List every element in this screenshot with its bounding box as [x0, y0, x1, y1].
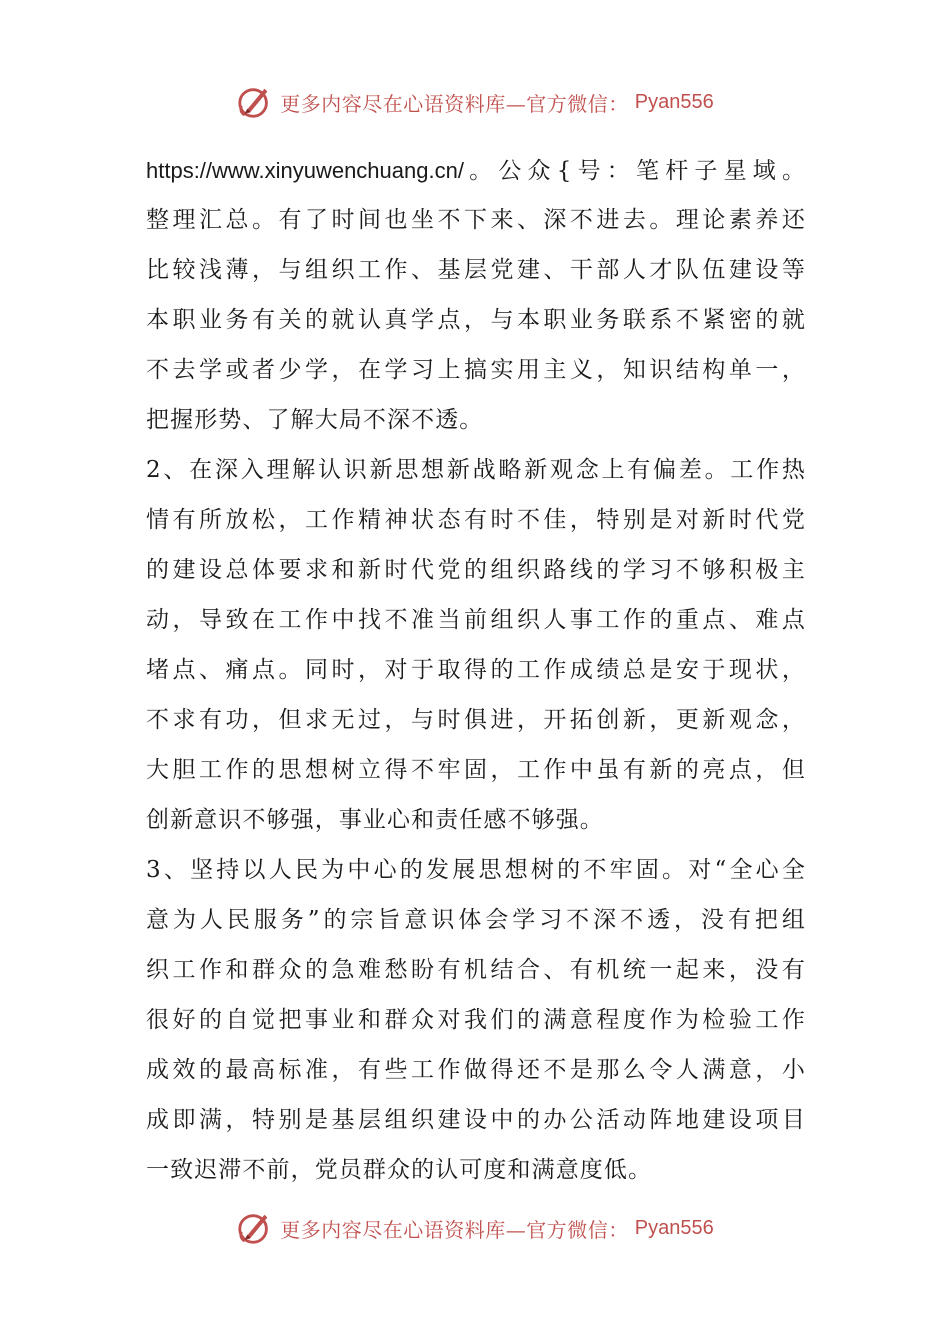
text-line: 创新意识不够强，事业心和责任感不够强。 — [146, 807, 604, 833]
document-body — [146, 145, 806, 1195]
quill-pen-logo-icon — [236, 83, 274, 121]
website-url: https://www.xinyuwenchuang.cn/ — [146, 158, 464, 183]
text-line: 一致迟滞不前，党员群众的认可度和满意度低。 — [146, 1157, 653, 1183]
banner-text: 更多内容尽在心语资料库—官方微信： — [280, 91, 629, 116]
text-line — [146, 145, 806, 195]
text-line: 3、坚持以人民为中心的发展思想树的不牢固。对“全心全 — [146, 857, 806, 883]
text-line: 的建设总体要求和新时代党的组织路线的学习不够积极主 — [146, 557, 806, 583]
text-line: 不去学或者少学，在学习上搞实用主义，知识结构单一， — [146, 357, 806, 383]
footer-banner — [0, 1206, 950, 1250]
banner-wechat-id: Pyan556 — [634, 90, 714, 113]
banner-wechat-id: Pyan556 — [634, 1216, 714, 1239]
text-line: 成效的最高标准，有些工作做得还不是那么令人满意，小 — [146, 1057, 806, 1083]
text-line: 堵点、痛点。同时，对于取得的工作成绩总是安于现状， — [146, 657, 806, 683]
text-line: 成即满，特别是基层组织建设中的办公活动阵地建设项目 — [146, 1107, 806, 1133]
text-line: 2、在深入理解认识新思想新战略新观念上有偏差。工作热 — [146, 457, 806, 483]
text-line: 不求有功，但求无过，与时俱进，开拓创新，更新观念， — [146, 707, 806, 733]
text-line: 很好的自觉把事业和群众对我们的满意程度作为检验工作 — [146, 1007, 806, 1033]
text-line: 本职业务有关的就认真学点，与本职业务联系不紧密的就 — [146, 307, 806, 333]
banner-text: 更多内容尽在心语资料库—官方微信： — [280, 1217, 629, 1242]
text-line: 整理汇总。有了时间也坐不下来、深不进去。理论素养还 — [146, 207, 806, 233]
text-line: 把握形势、了解大局不深不透。 — [146, 407, 484, 433]
text-line: 大胆工作的思想树立得不牢固，工作中虽有新的亮点，但 — [146, 757, 806, 783]
text-line: 比较浅薄，与组织工作、基层党建、干部人才队伍建设等 — [146, 257, 806, 283]
text-line: 情有所放松，工作精神状态有时不佳，特别是对新时代党 — [146, 507, 806, 533]
quill-pen-logo-icon — [236, 1209, 274, 1247]
text-line: 织工作和群众的急难愁盼有机结合、有机统一起来，没有 — [146, 957, 806, 983]
header-banner — [0, 80, 950, 124]
text-line: 动，导致在工作中找不准当前组织人事工作的重点、难点 — [146, 607, 806, 633]
text-line: 意为人民服务”的宗旨意识体会学习不深不透，没有把组 — [146, 907, 806, 933]
public-account-text: 。公众{号：笔杆子星域。 — [463, 158, 806, 184]
